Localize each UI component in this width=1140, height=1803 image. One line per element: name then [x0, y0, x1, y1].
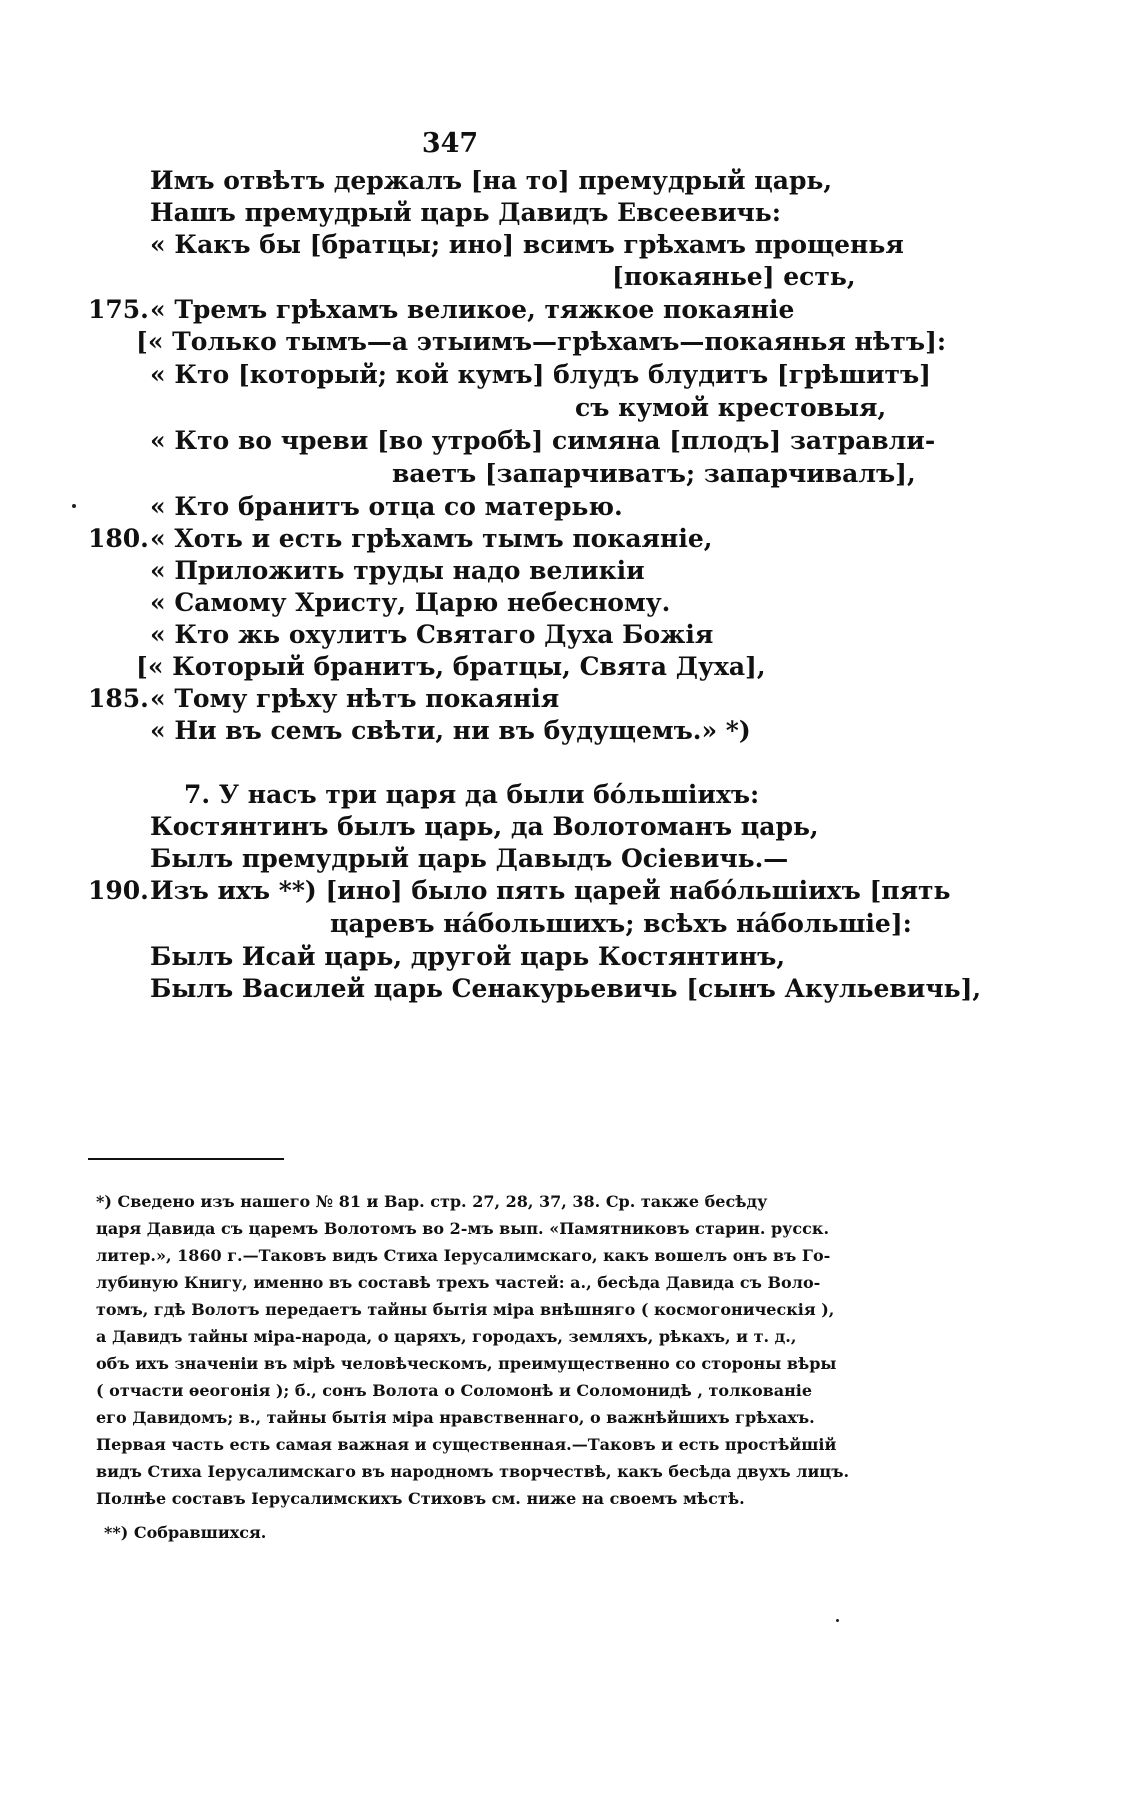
footnote-line: видъ Стиха Іерусалимскаго въ народномъ творчествѣ, какъ бесѣда двухъ лицъ. — [96, 1462, 850, 1481]
verse-text: « Тремъ грѣхамъ великое, тяжкое покаяніе — [150, 295, 795, 324]
verse-text: « Ни въ семъ свѣти, ни въ будущемъ.» *) — [150, 716, 751, 745]
verse-text: Былъ премудрый царь Давыдъ Осіевичь.— — [150, 844, 789, 873]
verse-number: 185. — [88, 684, 149, 713]
verse-text: Былъ Василей царь Сенакурьевичь [сынъ Акульевичь], — [150, 974, 982, 1003]
verse-text: Нашъ премудрый царь Давидъ Евсеевичь: — [150, 198, 781, 227]
footnote-line: царя Давида съ царемъ Волотомъ во 2-мъ вып. «Памятниковъ старин. русск. — [96, 1219, 830, 1238]
verse-text: « Приложить труды надо великіи — [150, 556, 645, 585]
print-speck — [72, 504, 76, 508]
verse-text: 7. У насъ три царя да были бо́льшіихъ: — [184, 780, 760, 809]
verse-text: « Кто во чреви [во утробѣ] симяна [плодъ] затравли- — [150, 426, 936, 455]
verse-text: « Хоть и есть грѣхамъ тымъ покаяніе, — [150, 524, 713, 553]
footnote-divider — [88, 1158, 284, 1160]
verse-continuation: съ кумой крестовыя, — [575, 393, 887, 422]
footnote-line: объ ихъ значеніи въ мірѣ человѣческомъ, преимущественно со стороны вѣры — [96, 1354, 837, 1373]
verse-number: 190. — [88, 876, 149, 905]
print-speck — [836, 1619, 839, 1622]
footnote-line: **) Собравшихся. — [104, 1523, 267, 1542]
footnote-line: Первая часть есть самая важная и существенная.—Таковъ и есть простѣйшій — [96, 1435, 837, 1454]
verse-text: « Кто [который; кой кумъ] блудъ блудитъ [грѣшитъ] — [150, 360, 931, 389]
verse-text: « Кто бранитъ отца со матерью. — [150, 492, 623, 521]
footnote-line: Полнѣе составъ Іерусалимскихъ Стиховъ см. ниже на своемъ мѣстѣ. — [96, 1489, 745, 1508]
verse-text: Изъ ихъ **) [ино] было пять царей набо́льшіихъ [пять — [150, 876, 951, 905]
verse-text: Былъ Исай царь, другой царь Костянтинъ, — [150, 942, 786, 971]
verse-text: « Какъ бы [братцы; ино] всимъ грѣхамъ прощенья — [150, 230, 904, 259]
footnote-line: томъ, гдѣ Волотъ передаетъ тайны бытія міра внѣшняго ( космогоническія ), — [96, 1300, 835, 1319]
verse-text: « Тому грѣху нѣтъ покаянія — [150, 684, 560, 713]
footnote-line: *) Сведено изъ нашего № 81 и Вар. стр. 27, 28, 37, 38. Ср. также бесѣду — [96, 1192, 768, 1211]
footnote-line: лубиную Книгу, именно въ составѣ трехъ частей: а., бесѣда Давида съ Воло- — [96, 1273, 821, 1292]
verse-number: 180. — [88, 524, 149, 553]
verse-continuation: [покаянье] есть, — [612, 262, 856, 291]
verse-continuation: царевъ на́большихъ; всѣхъ на́большіе]: — [330, 909, 912, 938]
verse-text: Костянтинъ былъ царь, да Волотоманъ царь, — [150, 812, 819, 841]
verse-text: « Кто жь охулитъ Святаго Духа Божія — [150, 620, 714, 649]
verse-text: [« Который бранитъ, братцы, Свята Духа], — [136, 652, 766, 681]
footnote-line: а Давидъ тайны міра-народа, о царяхъ, городахъ, земляхъ, рѣкахъ, и т. д., — [96, 1327, 797, 1346]
page-number: 347 — [421, 128, 479, 159]
verse-text: Имъ отвѣтъ держалъ [на то] премудрый царь, — [150, 166, 833, 195]
verse-text: « Самому Христу, Царю небесному. — [150, 588, 671, 617]
verse-number: 175. — [88, 295, 149, 324]
footnote-line: литер.», 1860 г.—Таковъ видъ Стиха Іерусалимскаго, какъ вошелъ онъ въ Го- — [96, 1246, 831, 1265]
verse-continuation: ваетъ [запарчиватъ; запарчивалъ], — [392, 459, 916, 488]
footnote-line: его Давидомъ; в., тайны бытія міра нравственнаго, о важнѣйшихъ грѣхахъ. — [96, 1408, 815, 1427]
verse-text: [« Только тымъ—а этыимъ—грѣхамъ—покаянья нѣтъ]: — [136, 327, 947, 356]
footnote-line: ( отчасти ѳеогонія ); б., сонъ Волота о Соломонѣ и Соломонидѣ , толкованіе — [96, 1381, 813, 1400]
